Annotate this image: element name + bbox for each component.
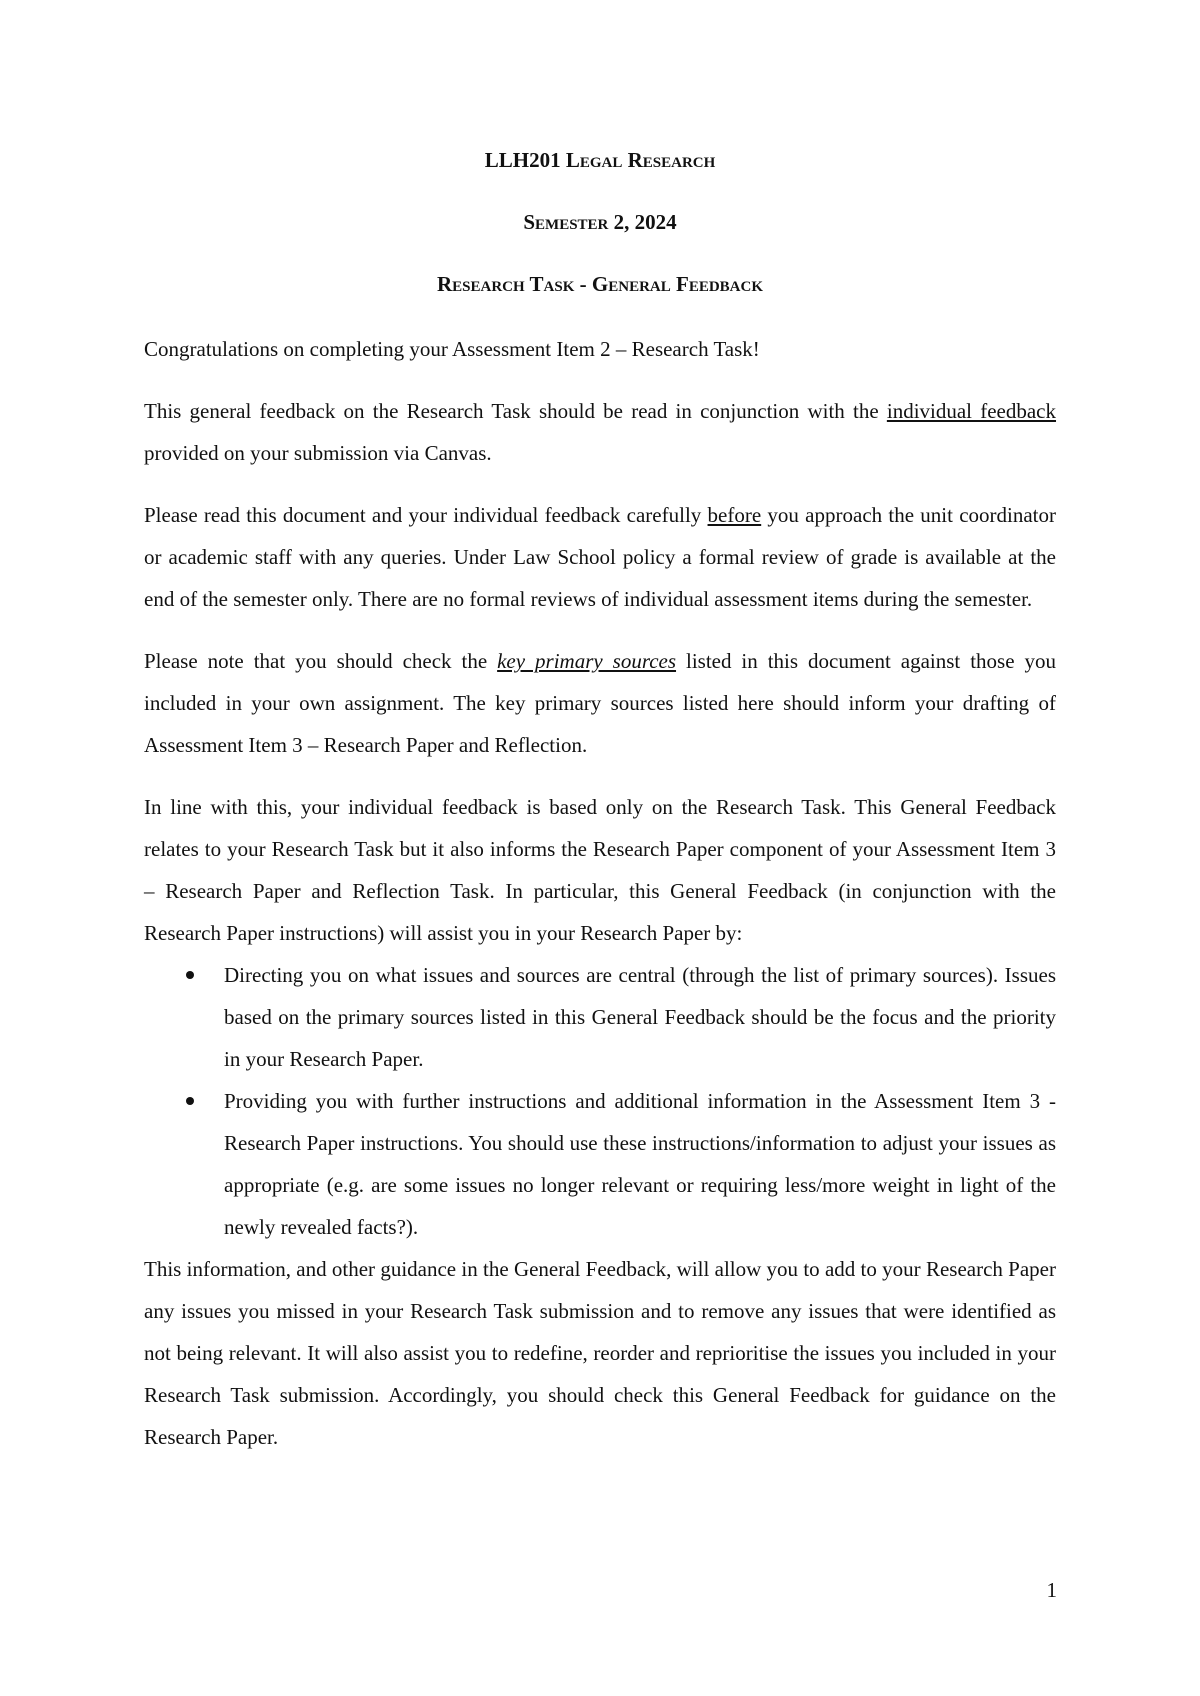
- p3-text-before: Please read this document and your individual feedback carefully: [144, 503, 708, 527]
- semester-word: Semester: [523, 210, 609, 234]
- semester-value: 2, 2024: [613, 210, 677, 234]
- key-primary-sources-emphasis: key primary sources: [497, 649, 677, 673]
- bullet-dot-icon: [186, 1097, 194, 1105]
- bullet-item: [144, 1080, 1056, 1248]
- read-in-conjunction-paragraph: [144, 390, 1056, 474]
- p4-text-after: listed in this document against those you included in your own assignment. The key primary sources listed here should inform your drafting of Assessment Item 3 – Research Paper and Reflection.: [144, 649, 1057, 757]
- p2-text-after: provided on your submission via Canvas.: [144, 441, 492, 465]
- document-title: [144, 270, 1056, 298]
- key-sources-paragraph: [144, 640, 1056, 766]
- bullet-dot-icon: [186, 971, 194, 979]
- unit-title: [144, 146, 1056, 174]
- title-part-feedback: General Feedback: [591, 272, 763, 296]
- unit-code: LLH201: [484, 148, 561, 172]
- closing-paragraph: This information, and other guidance in the General Feedback, will allow you to add to your Research Paper any issues you missed in your Research Task submission and to remove any issues that were identified as not being relevant. It will also assist you to redefine, reorder and reprioritise the issues you included in your Research Task submission. Accordingly, you should check this General Feedback for guidance on the Research Paper.: [144, 1257, 1056, 1449]
- title-separator: -: [574, 272, 592, 296]
- p2-text-before: This general feedback on the Research Task should be read in conjunction with the: [144, 399, 887, 423]
- bullet-item: [144, 954, 1056, 1080]
- title-part-task: Research Task: [436, 272, 575, 296]
- before-emphasis: before: [707, 503, 762, 527]
- page-number: 1: [1046, 1578, 1057, 1602]
- bullet-text: Providing you with further instructions and additional information in the Assessment Item 3 - Research Paper instructions. You should use these instructions/information to adjust your issues as appropriate (e.g. are some issues no longer relevant or requiring less/more weight in light of the newly revealed facts?).: [224, 1089, 1056, 1239]
- bullet-text: Directing you on what issues and sources are central (through the list of primary sources). Issues based on the primary sources listed in this General Feedback should be the focus and the priority in your Research Paper.: [224, 963, 1056, 1071]
- guidance-bullet-list: [144, 954, 1056, 1248]
- in-line-paragraph: In line with this, your individual feedback is based only on the Research Task. This General Feedback relates to your Research Task but it also informs the Research Paper component of your Assessment Item 3 – Research Paper and Reflection Task. In particular, this General Feedback (in conjunction with the Research Paper instructions) will assist you in your Research Paper by:: [144, 795, 1056, 945]
- p4-text-before: Please note that you should check the: [144, 649, 498, 673]
- p3-text-after: you approach the unit coordinator or academic staff with any queries. Under Law School policy a formal review of grade is available at the end of the semester only. There are no formal reviews of individual assessment items during the semester.: [144, 503, 1057, 611]
- unit-name: Legal Research: [565, 148, 716, 172]
- individual-feedback-text: individual feedback: [886, 399, 1057, 423]
- review-policy-paragraph: [144, 494, 1056, 620]
- document-body: [144, 146, 1056, 1458]
- semester-heading: [144, 208, 1056, 236]
- congratulations-paragraph: Congratulations on completing your Assessment Item 2 – Research Task!: [144, 337, 760, 361]
